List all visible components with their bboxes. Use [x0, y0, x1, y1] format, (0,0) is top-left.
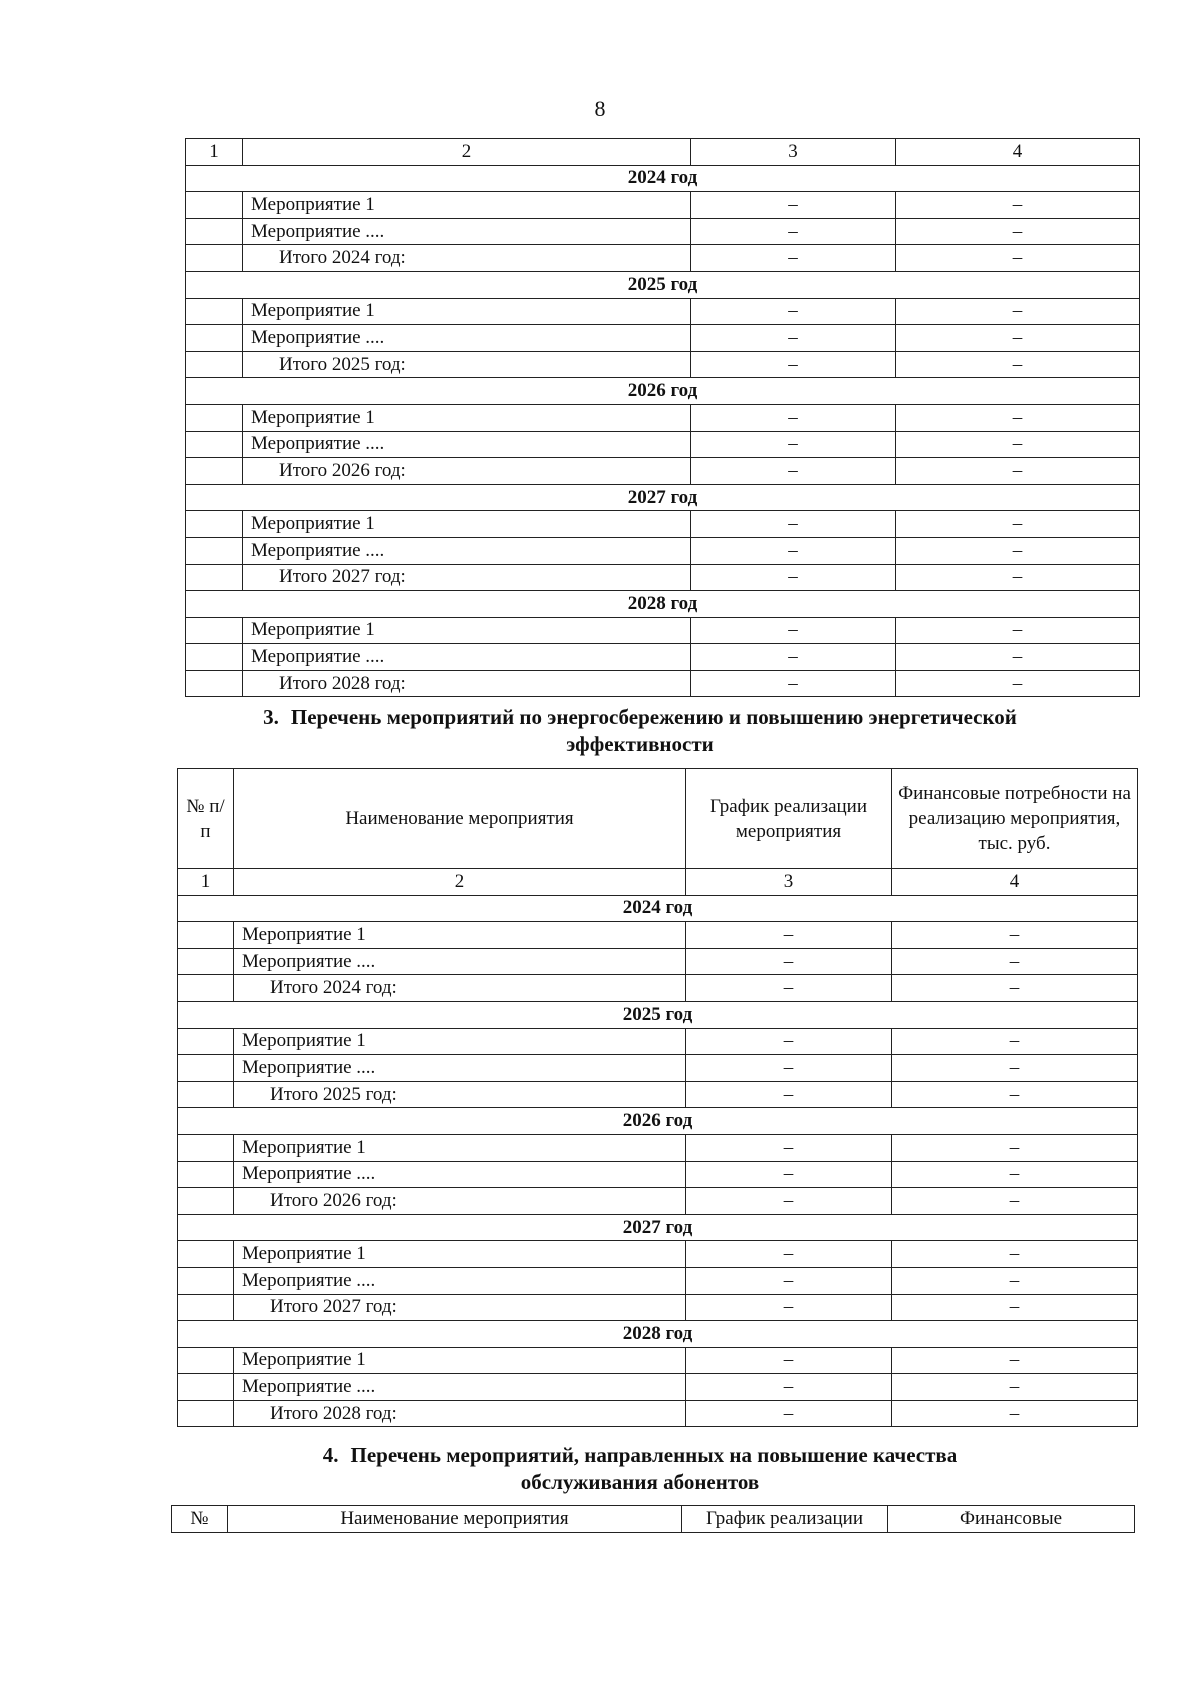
finance-value: – — [896, 458, 1140, 485]
table-continued — [185, 138, 1140, 697]
row-number-cell — [186, 351, 243, 378]
row-number-cell — [186, 192, 243, 219]
col-number-4: 4 — [896, 139, 1140, 166]
year-row — [178, 1001, 1138, 1028]
year-row — [186, 484, 1140, 511]
header-num: № — [172, 1506, 228, 1533]
table-row — [178, 1374, 1138, 1401]
header-name: Наименование мероприятия — [234, 769, 686, 869]
schedule-value: – — [691, 644, 896, 671]
schedule-value: – — [686, 1161, 892, 1188]
schedule-value: – — [686, 1400, 892, 1427]
schedule-value: – — [691, 458, 896, 485]
row-number-cell — [186, 325, 243, 352]
row-number-cell — [186, 218, 243, 245]
table-header-row — [172, 1506, 1135, 1533]
row-number-cell — [178, 1055, 234, 1082]
section-4-title-line1: Перечень мероприятий, направленных на повышение качества — [350, 1443, 958, 1467]
year-label: 2028 год — [178, 1321, 1138, 1348]
section-3-number: 3. — [263, 705, 279, 729]
schedule-value: – — [691, 617, 896, 644]
row-number-cell — [186, 644, 243, 671]
schedule-value: – — [691, 564, 896, 591]
year-row — [178, 1321, 1138, 1348]
section-4-title-line2: обслуживания абонентов — [520, 1470, 760, 1494]
event-name: Мероприятие 1 — [234, 1241, 686, 1268]
finance-value: – — [892, 1347, 1138, 1374]
finance-value: – — [896, 670, 1140, 697]
finance-value: – — [892, 1055, 1138, 1082]
row-number-cell — [178, 1161, 234, 1188]
table-row — [178, 1028, 1138, 1055]
finance-value: – — [896, 351, 1140, 378]
col-number-2: 2 — [243, 139, 691, 166]
schedule-value: – — [691, 325, 896, 352]
schedule-value: – — [691, 511, 896, 538]
row-number-cell — [178, 922, 234, 949]
row-number-cell — [178, 1081, 234, 1108]
schedule-value: – — [686, 1294, 892, 1321]
schedule-value: – — [686, 922, 892, 949]
event-name: Мероприятие 1 — [243, 404, 691, 431]
table-row — [186, 617, 1140, 644]
schedule-value: – — [691, 298, 896, 325]
year-row — [178, 1108, 1138, 1135]
finance-value: – — [896, 245, 1140, 272]
row-number-cell — [178, 1028, 234, 1055]
table-row — [186, 511, 1140, 538]
table-row — [178, 948, 1138, 975]
year-row — [178, 895, 1138, 922]
event-name: Мероприятие 1 — [243, 298, 691, 325]
table-row — [178, 1347, 1138, 1374]
finance-value: – — [892, 922, 1138, 949]
table-row — [186, 218, 1140, 245]
table-row — [178, 1267, 1138, 1294]
schedule-value: – — [686, 1347, 892, 1374]
row-number-cell — [178, 1294, 234, 1321]
year-row — [186, 591, 1140, 618]
row-number-cell — [186, 564, 243, 591]
row-number-cell — [178, 948, 234, 975]
finance-value: – — [892, 1241, 1138, 1268]
total-label: Итого 2027 год: — [243, 564, 691, 591]
table-row — [186, 404, 1140, 431]
col-number-3: 3 — [686, 869, 892, 896]
row-number-cell — [186, 245, 243, 272]
schedule-value: – — [686, 1055, 892, 1082]
row-number-cell — [186, 537, 243, 564]
schedule-value: – — [691, 404, 896, 431]
event-name: Мероприятие 1 — [234, 1134, 686, 1161]
finance-value: – — [896, 192, 1140, 219]
year-label: 2027 год — [178, 1214, 1138, 1241]
event-name: Мероприятие .... — [243, 325, 691, 352]
table-row — [186, 298, 1140, 325]
event-name: Мероприятие 1 — [243, 617, 691, 644]
col-number-1: 1 — [186, 139, 243, 166]
table-row — [178, 1134, 1138, 1161]
row-number-cell — [178, 1267, 234, 1294]
table-row — [186, 431, 1140, 458]
table-row — [186, 644, 1140, 671]
event-name: Мероприятие .... — [243, 644, 691, 671]
year-label: 2025 год — [186, 271, 1140, 298]
year-row — [178, 1214, 1138, 1241]
total-row — [186, 351, 1140, 378]
year-label: 2024 год — [186, 165, 1140, 192]
schedule-value: – — [691, 431, 896, 458]
schedule-value: – — [691, 351, 896, 378]
finance-value: – — [892, 1028, 1138, 1055]
event-name: Мероприятие 1 — [234, 1028, 686, 1055]
finance-value: – — [896, 298, 1140, 325]
table-row — [186, 537, 1140, 564]
table-header-row — [178, 769, 1138, 869]
year-label: 2027 год — [186, 484, 1140, 511]
finance-value: – — [896, 511, 1140, 538]
total-label: Итого 2024 год: — [234, 975, 686, 1002]
total-row — [178, 975, 1138, 1002]
year-row — [186, 378, 1140, 405]
finance-value: – — [892, 1374, 1138, 1401]
schedule-value: – — [686, 948, 892, 975]
section-3-title — [160, 704, 1120, 758]
schedule-value: – — [691, 245, 896, 272]
header-schedule: График реализации мероприятия — [686, 769, 892, 869]
event-name: Мероприятие 1 — [234, 922, 686, 949]
table-row — [178, 1241, 1138, 1268]
total-label: Итого 2025 год: — [234, 1081, 686, 1108]
row-number-cell — [186, 511, 243, 538]
event-name: Мероприятие 1 — [243, 192, 691, 219]
header-finance: Финансовые — [888, 1506, 1135, 1533]
table-row — [178, 1161, 1138, 1188]
header-num: № п/п — [178, 769, 234, 869]
row-number-cell — [186, 404, 243, 431]
section-3-title-line1: Перечень мероприятий по энергосбережению и повышению энергетической — [290, 705, 1017, 729]
event-name: Мероприятие .... — [234, 1374, 686, 1401]
schedule-value: – — [686, 1134, 892, 1161]
event-name: Мероприятие .... — [243, 431, 691, 458]
header-name: Наименование мероприятия — [228, 1506, 682, 1533]
finance-value: – — [896, 644, 1140, 671]
finance-value: – — [892, 1400, 1138, 1427]
finance-value: – — [892, 975, 1138, 1002]
row-number-cell — [186, 458, 243, 485]
table-row — [186, 325, 1140, 352]
page-number: 8 — [594, 96, 606, 121]
header-schedule: График реализации — [682, 1506, 888, 1533]
schedule-value: – — [686, 1028, 892, 1055]
section-3-title-line2: эффективности — [566, 732, 714, 756]
schedule-value: – — [691, 218, 896, 245]
event-name: Мероприятие 1 — [234, 1347, 686, 1374]
schedule-value: – — [686, 1374, 892, 1401]
finance-value: – — [892, 948, 1138, 975]
row-number-cell — [178, 1188, 234, 1215]
event-name: Мероприятие .... — [234, 1161, 686, 1188]
col-number-3: 3 — [691, 139, 896, 166]
year-label: 2028 год — [186, 591, 1140, 618]
table-row — [186, 192, 1140, 219]
finance-value: – — [896, 325, 1140, 352]
year-row — [186, 271, 1140, 298]
year-label: 2024 год — [178, 895, 1138, 922]
total-label: Итого 2028 год: — [243, 670, 691, 697]
total-row — [186, 670, 1140, 697]
column-number-row — [186, 139, 1140, 166]
finance-value: – — [896, 537, 1140, 564]
event-name: Мероприятие .... — [243, 218, 691, 245]
col-number-1: 1 — [178, 869, 234, 896]
section-4-title — [160, 1442, 1120, 1496]
row-number-cell — [186, 617, 243, 644]
finance-value: – — [892, 1188, 1138, 1215]
event-name: Мероприятие 1 — [243, 511, 691, 538]
event-name: Мероприятие .... — [234, 1267, 686, 1294]
year-label: 2026 год — [186, 378, 1140, 405]
year-row — [186, 165, 1140, 192]
total-row — [186, 564, 1140, 591]
row-number-cell — [178, 1134, 234, 1161]
finance-value: – — [892, 1081, 1138, 1108]
col-number-4: 4 — [892, 869, 1138, 896]
table-row — [178, 922, 1138, 949]
finance-value: – — [892, 1294, 1138, 1321]
schedule-value: – — [686, 1188, 892, 1215]
col-number-2: 2 — [234, 869, 686, 896]
event-name: Мероприятие .... — [243, 537, 691, 564]
row-number-cell — [178, 1241, 234, 1268]
schedule-value: – — [691, 670, 896, 697]
row-number-cell — [178, 1347, 234, 1374]
schedule-value: – — [691, 537, 896, 564]
row-number-cell — [186, 298, 243, 325]
row-number-cell — [186, 431, 243, 458]
total-row — [178, 1188, 1138, 1215]
table-row — [178, 1055, 1138, 1082]
subscriber-service-table — [171, 1505, 1135, 1533]
total-label: Итого 2025 год: — [243, 351, 691, 378]
finance-value: – — [892, 1134, 1138, 1161]
event-name: Мероприятие .... — [234, 1055, 686, 1082]
finance-value: – — [892, 1161, 1138, 1188]
event-name: Мероприятие .... — [234, 948, 686, 975]
total-row — [178, 1400, 1138, 1427]
total-row — [178, 1081, 1138, 1108]
finance-value: – — [896, 404, 1140, 431]
total-label: Итого 2027 год: — [234, 1294, 686, 1321]
year-label: 2025 год — [178, 1001, 1138, 1028]
total-row — [178, 1294, 1138, 1321]
finance-value: – — [896, 617, 1140, 644]
row-number-cell — [186, 670, 243, 697]
finance-value: – — [896, 431, 1140, 458]
energy-saving-table — [177, 768, 1138, 1427]
total-label: Итого 2028 год: — [234, 1400, 686, 1427]
finance-value: – — [896, 218, 1140, 245]
schedule-value: – — [686, 975, 892, 1002]
section-4-number: 4. — [322, 1443, 339, 1467]
finance-value: – — [896, 564, 1140, 591]
year-label: 2026 год — [178, 1108, 1138, 1135]
column-number-row — [178, 869, 1138, 896]
total-row — [186, 458, 1140, 485]
schedule-value: – — [691, 192, 896, 219]
schedule-value: – — [686, 1241, 892, 1268]
header-finance: Финансовые потребности на реализацию мероприятия, тыс. руб. — [892, 769, 1138, 869]
finance-value: – — [892, 1267, 1138, 1294]
schedule-value: – — [686, 1267, 892, 1294]
schedule-value: – — [686, 1081, 892, 1108]
row-number-cell — [178, 975, 234, 1002]
row-number-cell — [178, 1374, 234, 1401]
total-row — [186, 245, 1140, 272]
row-number-cell — [178, 1400, 234, 1427]
total-label: Итого 2024 год: — [243, 245, 691, 272]
total-label: Итого 2026 год: — [243, 458, 691, 485]
total-label: Итого 2026 год: — [234, 1188, 686, 1215]
